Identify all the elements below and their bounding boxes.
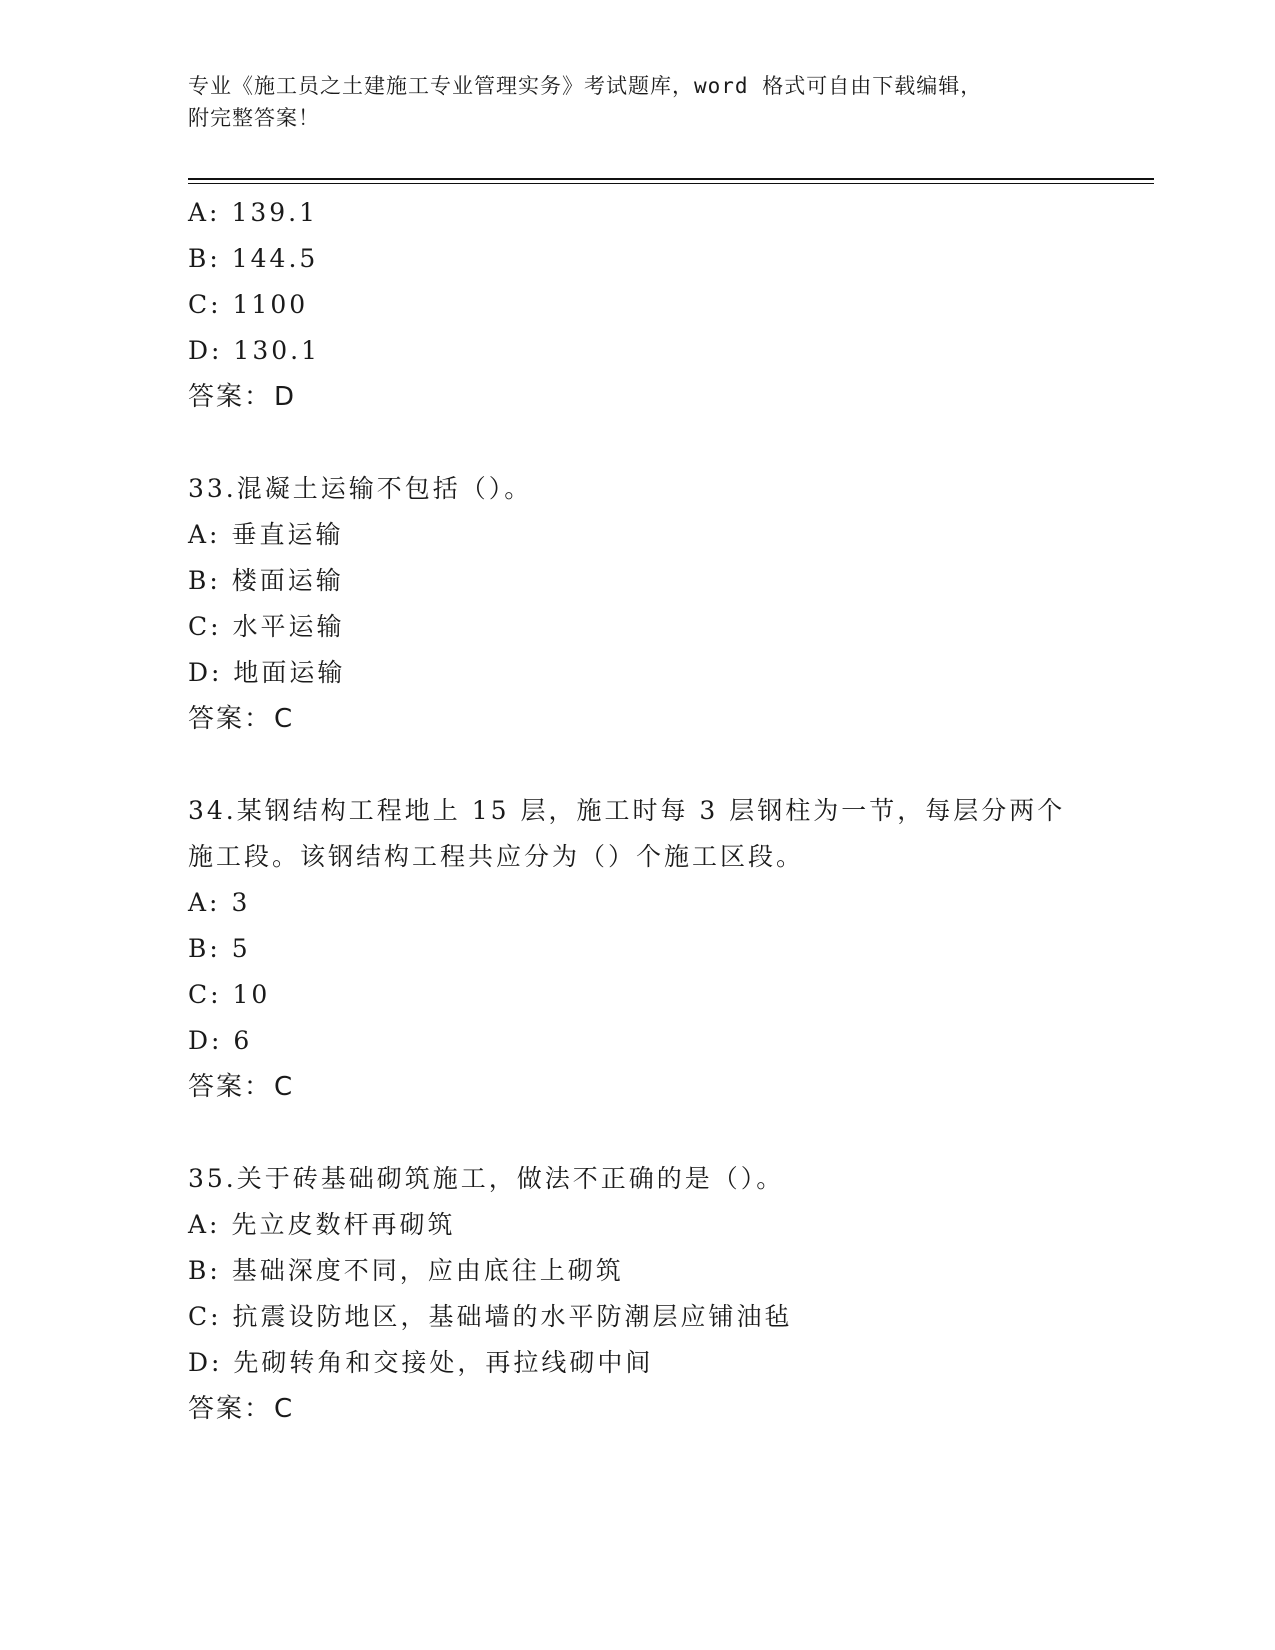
option-c: C: 抗震设防地区，基础墙的水平防潮层应铺油毡 [188,1302,793,1331]
option-d: D: 先砌转角和交接处，再拉线砌中间 [188,1348,654,1377]
question-stem: 35.关于砖基础砌筑施工，做法不正确的是（）。 [188,1164,785,1193]
answer-line [188,696,1088,742]
answer-value: D [274,382,297,412]
question-34 [188,788,1088,1110]
answer-line [188,1386,1088,1432]
question-stem: 33.混凝土运输不包括（）。 [188,474,533,503]
question-32 [188,190,1088,420]
answer-label: 答案： [188,704,273,734]
document-header [188,70,1088,134]
option-d: D: 6 [188,1026,253,1055]
option-a: A: 3 [188,888,251,917]
question-list [188,190,1088,1432]
option-a: A: 垂直运输 [188,520,344,549]
header-intro-line-1: 专业《施工员之土建施工专业管理实务》考试题库，word 格式可自由下载编辑， [188,74,983,98]
answer-value: C [274,1072,295,1102]
header-intro-line-2: 附完整答案！ [188,106,320,130]
option-c: C: 水平运输 [188,612,345,641]
answer-line [188,374,1088,420]
header-divider-thin [188,183,1154,184]
option-c: C: 10 [188,980,271,1009]
answer-label: 答案： [188,382,273,412]
option-b: B: 基础深度不同，应由底往上砌筑 [188,1256,624,1285]
question-35 [188,1156,1088,1432]
option-b: B: 144.5 [188,244,319,273]
option-a: A: 先立皮数杆再砌筑 [188,1210,456,1239]
answer-line [188,1064,1088,1110]
answer-label: 答案： [188,1394,273,1424]
option-b: B: 楼面运输 [188,566,344,595]
answer-value: C [274,1394,295,1424]
question-stem-line-2: 施工段。该钢结构工程共应分为（）个施工区段。 [188,842,805,871]
option-a: A: 139.1 [188,198,319,227]
option-b: B: 5 [188,934,251,963]
question-33 [188,466,1088,742]
option-c: C: 1100 [188,290,309,319]
answer-value: C [274,704,295,734]
header-divider-thick [188,178,1154,180]
option-d: D: 地面运输 [188,658,346,687]
answer-label: 答案： [188,1072,273,1102]
option-d: D: 130.1 [188,336,320,365]
question-stem-line-1: 34.某钢结构工程地上 15 层，施工时每 3 层钢柱为一节，每层分两个 [188,796,1066,825]
